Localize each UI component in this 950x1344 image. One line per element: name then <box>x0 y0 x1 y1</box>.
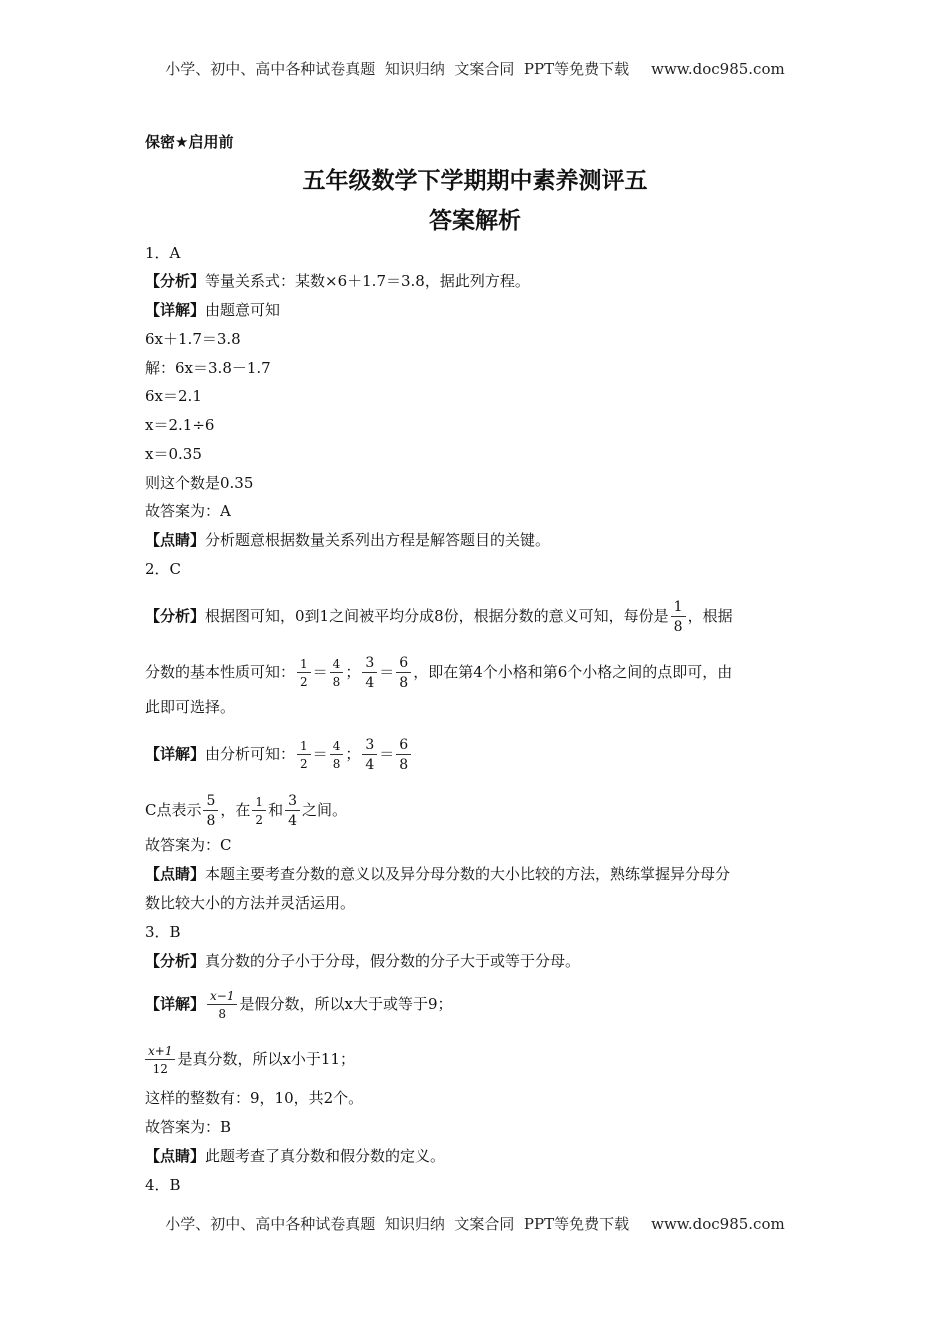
comment-tag: 【点睛】 <box>145 865 206 883</box>
separator: ； <box>345 663 361 681</box>
header-url[interactable]: www.doc985.com <box>651 60 785 78</box>
q1-comment <box>145 530 550 550</box>
page-footer <box>0 1213 950 1234</box>
q3-answer: 故答案为：B <box>145 1118 232 1136</box>
q3-detail-2 <box>145 1045 355 1075</box>
q3-analysis <box>145 951 580 971</box>
q1-analysis <box>145 271 530 291</box>
fraction: $\frac{5}{8}$ <box>203 794 218 828</box>
q3-analysis-text: 真分数的分子小于分母，假分数的分子大于或等于分母。 <box>205 952 581 970</box>
q1-step: 6x＝2.1 <box>145 387 202 405</box>
page-subtitle: 答案解析 <box>429 208 521 234</box>
page-title: 五年级数学下学期期中素养测评五 <box>302 168 648 194</box>
page-header <box>0 58 950 79</box>
equals-sign: ＝ <box>379 745 395 763</box>
fraction: $\frac{4}{8}$ <box>330 740 344 770</box>
q2-detail-text: 由分析可知： <box>205 745 296 763</box>
fraction: $\frac{1}{8}$ <box>671 600 686 634</box>
q2-text: 和 <box>268 801 284 819</box>
q1-detail <box>145 300 280 320</box>
q2-analysis-line2 <box>145 656 732 690</box>
fraction: $\frac{1}{2}$ <box>297 658 311 688</box>
detail-tag: 【详解】 <box>145 301 206 319</box>
fraction: $\frac{3}{4}$ <box>285 794 300 828</box>
comment-tag: 【点睛】 <box>145 531 206 549</box>
q1-step: 故答案为：A <box>145 502 231 520</box>
q2-analysis-line3: 此即可选择。 <box>145 698 236 716</box>
q3-comment <box>145 1146 445 1166</box>
q2-number: 2．C <box>145 560 182 578</box>
q2-text: C点表示 <box>145 801 202 819</box>
footer-url[interactable]: www.doc985.com <box>651 1215 785 1233</box>
fraction: $\frac{x+1}{12}$ <box>145 1045 175 1075</box>
q2-analysis-text: ，即在第4个小格和第6个小格之间的点即可，由 <box>413 663 733 681</box>
q2-comment-cont: 数比较大小的方法并灵活运用。 <box>145 894 356 912</box>
q2-analysis-text: ，根据 <box>687 607 733 625</box>
fraction: $\frac{1}{2}$ <box>297 740 311 770</box>
q2-point-c <box>145 794 347 828</box>
q2-detail <box>145 738 413 772</box>
equals-sign: ＝ <box>312 663 328 681</box>
fraction: $\frac{6}{8}$ <box>396 656 411 690</box>
q2-comment <box>145 864 730 884</box>
q1-step: x＝0.35 <box>145 445 202 463</box>
q3-detail-text: 是假分数，所以x大于或等于9； <box>239 995 453 1013</box>
detail-tag: 【详解】 <box>145 995 206 1013</box>
q1-number: 1．A <box>145 244 181 262</box>
separator: ； <box>345 745 361 763</box>
analysis-tag: 【分析】 <box>145 272 206 290</box>
q1-step: 6x＋1.7＝3.8 <box>145 330 241 348</box>
q2-analysis-line1 <box>145 600 733 634</box>
q1-comment-text: 分析题意根据数量关系列出方程是解答题目的关键。 <box>205 531 551 549</box>
q3-comment-text: 此题考查了真分数和假分数的定义。 <box>205 1147 446 1165</box>
q2-comment-text: 本题主要考查分数的意义以及异分母分数的大小比较的方法，熟练掌握异分母分 <box>205 865 731 883</box>
q3-number: 3．B <box>145 923 181 941</box>
q3-detail-text: 是真分数，所以x小于11； <box>177 1050 356 1068</box>
detail-tag: 【详解】 <box>145 745 206 763</box>
fraction: $\frac{3}{4}$ <box>362 656 377 690</box>
confidential-label: 保密★启用前 <box>145 133 234 151</box>
equals-sign: ＝ <box>379 663 395 681</box>
q2-analysis-text: 分数的基本性质可知： <box>145 663 296 681</box>
q1-step: 解：6x＝3.8－1.7 <box>145 359 271 377</box>
q3-detail <box>145 990 453 1020</box>
fraction: $\frac{x-1}{8}$ <box>207 990 237 1020</box>
header-text: 小学、初中、高中各种试卷真题 知识归纳 文案合同 PPT等免费下载 <box>165 60 630 78</box>
fraction: $\frac{1}{2}$ <box>252 796 266 826</box>
q4-number: 4．B <box>145 1176 181 1194</box>
q2-answer: 故答案为：C <box>145 836 232 854</box>
q1-step: x＝2.1÷6 <box>145 416 215 434</box>
q1-analysis-text: 等量关系式：某数×6＋1.7＝3.8，据此列方程。 <box>205 272 530 290</box>
comment-tag: 【点睛】 <box>145 1147 206 1165</box>
q2-analysis-text: 根据图可知，0到1之间被平均分成8份，根据分数的意义可知，每份是 <box>205 607 669 625</box>
q2-text: ，在 <box>220 801 251 819</box>
q1-step: 则这个数是0.35 <box>145 474 254 492</box>
fraction: $\frac{3}{4}$ <box>362 738 377 772</box>
fraction: $\frac{6}{8}$ <box>396 738 411 772</box>
q1-detail-text: 由题意可知 <box>205 301 281 319</box>
fraction: $\frac{4}{8}$ <box>330 658 344 688</box>
equals-sign: ＝ <box>312 745 328 763</box>
q2-text: 之间。 <box>302 801 348 819</box>
analysis-tag: 【分析】 <box>145 952 206 970</box>
analysis-tag: 【分析】 <box>145 607 206 625</box>
footer-text: 小学、初中、高中各种试卷真题 知识归纳 文案合同 PPT等免费下载 <box>165 1215 630 1233</box>
q3-detail-3: 这样的整数有：9，10，共2个。 <box>145 1089 364 1107</box>
